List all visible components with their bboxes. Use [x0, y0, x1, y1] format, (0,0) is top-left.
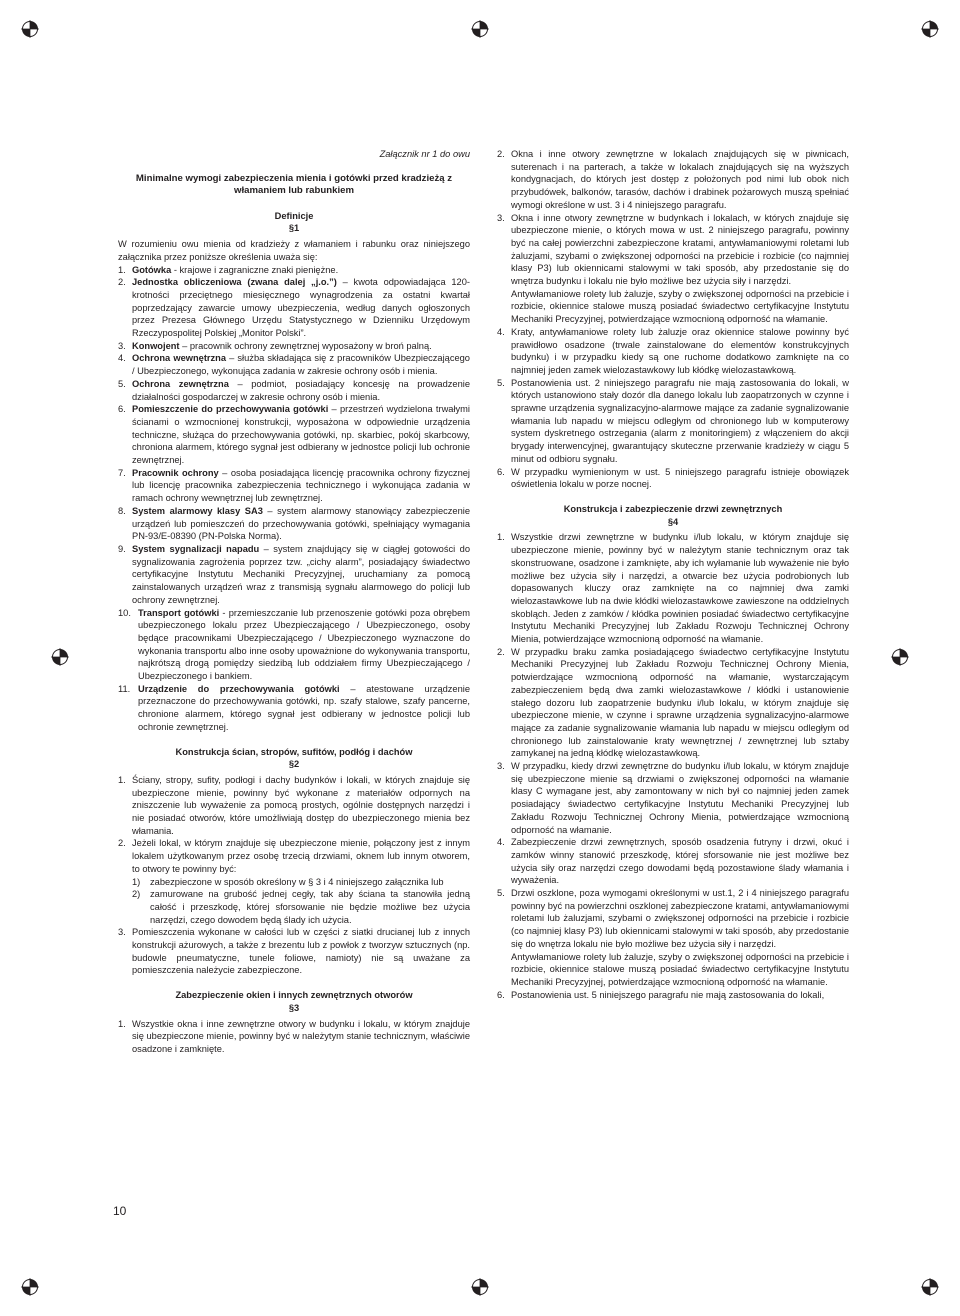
walls-list: [118, 774, 470, 876]
definition-term: Ochrona wewnętrzna: [132, 353, 227, 364]
registration-mark-bottom-center: [471, 1278, 489, 1296]
sub-list-item: 2) zamurowane na grubość jednej cegły, tak aby ściana ta stanowiła jedną całość i przeszkodę, której sforsowanie nie będzie możliwe bez użycia narzędzi, czego dowodem będą ślady ich użycia.: [132, 889, 470, 925]
registration-mark-top-left: [21, 20, 39, 38]
definition-item: 9. System sygnalizacji napadu – system znajdujący się w ciągłej gotowości do sygnalizowania zagrożenia poprzez tzw. „cichy alarm”, posiadający świadectwo certyfikacyjne Instytutu Mechaniki Precyzyjnej, uruchamiany za pomocą zainstalowanych urządzeń wraz z transmisją sygnału alarmowego do policji lub ochrony zewnętrznej.: [118, 543, 471, 605]
list-continuation: Antywłamaniowe rolety lub żaluzje, szyby o zwiększonej odporności na przebicie i rozbicie, okiennice stalowe muszą posiadać świadectwo certyfikacyjne Instytutu Mechaniki Precyzyjnej, potwierdzające wzmocnioną odporność na włamanie.: [511, 288, 849, 325]
page-number: 10: [113, 1204, 127, 1218]
definition-text: – osoba posiadająca licencję pracownika ochrony fizycznej lub licencję pracownika zabezpieczenia technicznego i wykonująca zadania w ramach ochrony wewnętrznej lub zewnętrznej.: [132, 467, 470, 504]
definition-term: Pracownik ochrony: [132, 467, 219, 478]
list-item: 2. Okna i inne otwory zewnętrzne w lokalach znajdujących się w piwnicach, suterenach i na parterach, a także w lokalach znajdujących się na wyższych kondygnacjach, do których jest dostęp z położonych pod nimi lub obok nich przybudówek, balkonów, tarasów, dachów i drabinek pożarowych muszą spełniać wymogi określone w ust. 3 i 4 niniejszego paragrafu.: [497, 149, 849, 210]
registration-mark-middle-left: [51, 648, 69, 666]
windows-list-continued: [497, 148, 849, 288]
section-definitions: [118, 210, 470, 734]
definition-term: Urządzenie do przechowywania gotówki: [138, 683, 340, 694]
list-item: 5. Postanowienia ust. 2 niniejszego paragrafu nie mają zastosowania do lokali, w których ustanowiono stały dozór dla danego lokalu lub zaopatrzonych w czynne i sprawne urządzenia sygnalizacyjno-alarmowe mające za zadanie sygnalizowanie włamania lub napadu w miejscu odległym od chronionego lub w komputerowy system dyskretnego ostrzegania (alarm z monitoringiem) z włączeniem do akcji brygady interwencyjnej, gwarantujący skuteczne przerwanie kradzieży w ciągu 5 minut od odbioru sygnału.: [497, 377, 849, 464]
definition-text: - krajowe i zagraniczne znaki pieniężne.: [171, 264, 339, 275]
list-item: 3. Pomieszczenia wykonane w całości lub w części z siatki drucianej lub z innych konstrukcji ażurowych, a także z brezentu lub z powłok z tworzyw sztucznych (np. budowle pneumatyczne, tunele foliowe, namioty) nie są uważane za pomieszczenia należycie zabezpieczone.: [118, 927, 470, 976]
list-item: 6. Postanowienia ust. 5 niniejszego paragrafu nie mają zastosowania do lokali,: [497, 989, 825, 1000]
walls-sublist: [118, 876, 470, 927]
registration-mark-top-right: [921, 20, 939, 38]
right-column: [497, 148, 849, 1001]
list-item: 2. Jeżeli lokal, w którym znajduje się ubezpieczone mienie, połączony jest z innym lokalem użytkowanym przez osobę trzecią drzwiami, oknem lub innym otworem, to otwory te powinny być:: [118, 838, 470, 874]
definition-item: 8. System alarmowy klasy SA3 – system alarmowy stanowiący zabezpieczenie urządzeń lub pomieszczeń do przechowywania gotówki, spełniający wymagania PN-93/E-08390 (PN-Polska Norma).: [118, 505, 470, 542]
definition-text: – podmiot, posiadający koncesję na prowadzenie działalności gospodarczej w zakresie ochrony osób i mienia.: [132, 378, 470, 402]
sub-list-item: 1) zabezpieczone w sposób określony w § 3 i 4 niniejszego załącznika lub: [132, 876, 444, 887]
section-doors: [497, 503, 849, 1001]
definition-term: Jednostka obliczeniowa (zwana dalej „j.o.”): [132, 277, 337, 288]
list-item: 4. Zabezpieczenie drzwi zewnętrznych, sposób osadzenia futryny i drzwi, okuć i zamków winny stanowić przeszkodę, której sforsowanie nie jest możliwe bez użycia siły oraz narzędzi czego dowodami będą pozostawione ślady włamania i wyważenia.: [497, 837, 849, 886]
definition-item: 4. Ochrona wewnętrzna – służba składająca się z pracowników Ubezpieczającego / Ubezpieczonego, wykonująca zadania w zakresie ochrony osób i mienia.: [118, 353, 470, 377]
list-item: 1. Wszystkie okna i inne zewnętrzne otwory w budynku i lokalu, w którym znajduje się ubezpieczone mienie, powinny być w należytym stanie technicznym, właściwie osadzone i zamknięte.: [118, 1018, 470, 1054]
section-title: Zabezpieczenie okien i innych zewnętrznych otworów: [175, 990, 413, 1001]
registration-mark-top-center: [471, 20, 489, 38]
definition-list: [118, 264, 470, 734]
definition-text: – atestowane urządzenie przeznaczone do przechowywania gotówki, np. szafy stalowe, szafy pancerne, chronione alarmem, którego sygnał jest odbierany w jednostce policji lub ochronie zewnętrznej.: [138, 683, 471, 732]
definition-text: – przestrzeń wydzielona trwałymi ścianami o wzmocnionej konstrukcji, wyposażona w odpowiednie urządzenia techniczne, służąca do przechowywania gotówki, np. skarbiec, pokój skarbcowy, chroniona alarmem, którego sygnał jest odbierany w jednostce policji lub ochronie zewnętrznej.: [132, 404, 470, 466]
definition-text: – służba składająca się z pracowników Ubezpieczającego / Ubezpieczonego, wykonująca zadania w zakresie ochrony osób i mienia.: [132, 353, 470, 377]
section-number: §2: [288, 759, 300, 770]
definition-item: 10. Transport gotówki - przemieszczanie lub przenoszenie gotówki poza obrębem ubezpieczonego lokalu przez Ubezpieczającego / Ubezpieczonego, osoby będące pracownikami Ubezpieczającego / Ubezpieczonego wyznaczone do wykonania transportu albo inne osoby upoważnione do wykonywania transportu, najkrótszą drogą pomiędzy siedzibą lub oddziałem firmy Ubezpieczającego / Ubezpieczonego i bankiem.: [118, 607, 471, 682]
definition-item: 6. Pomieszczenie do przechowywania gotówki – przestrzeń wydzielona trwałymi ścianami o wzmocnionej konstrukcji, wyposażona w odpowiednie urządzenia techniczne, służąca do przechowywania gotówki, np. skarbiec, pokój skarbcowy, chroniona alarmem, którego sygnał jest odbierany w jednostce policji lub ochronie zewnętrznej.: [118, 404, 470, 466]
list-item: 6. W przypadku wymienionym w ust. 5 niniejszego paragrafu istnieje obowiązek oświetlenia lokalu w porze nocnej.: [497, 466, 849, 490]
section-windows: [118, 989, 470, 1056]
definition-item: 11. Urządzenie do przechowywania gotówki – atestowane urządzenie przeznaczone do przechowywania gotówki, np. szafy stalowe, szafy pancerne, chronione alarmem, którego sygnał jest odbierany w jednostce policji lub ochronie zewnętrznej.: [118, 683, 471, 732]
doors-list: [497, 531, 849, 950]
definition-text: – system znajdujący się w ciągłej gotowości do sygnalizowania zagrożenia poprzez tzw. „cichy alarm”, posiadający świadectwo certyfikacyjne Instytutu Mechaniki Precyzyjnej, uruchamiany za pomocą zainstalowanych urządzeń wraz z transmisją sygnału alarmowego do policji lub ochrony zewnętrznej.: [132, 543, 471, 605]
definition-text: - przemieszczanie lub przenoszenie gotówki poza obrębem ubezpieczonego lokalu przez Ubezpieczającego / Ubezpieczonego, osoby będące pracownikami Ubezpieczającego / Ubezpieczonego wyznaczone do wykonania transportu albo inne osoby upoważnione do wykonywania transportu, najkrótszą drogą pomiędzy siedzibą lub oddziałem firmy Ubezpieczającego / Ubezpieczonego i bankiem.: [138, 607, 471, 682]
list-item: 1. Ściany, stropy, sufity, podłogi i dachy budynków i lokali, w których znajduje się ubezpieczone mienie, powinny być wykonane z materiałów odpornych na zniszczenie lub wyważenie za pomocą prostych, ogólnie dostępnych narzędzi i nie posiadać otworów, które umożliwiają dostęp do ubezpieczonego mienia bez włamania.: [118, 774, 470, 836]
document-title: Minimalne wymogi zabezpieczenia mienia i gotówki przed kradzieżą z włamaniem lub rabunkiem: [135, 172, 453, 197]
section-walls: [118, 746, 470, 978]
definition-term: Ochrona zewnętrzna: [132, 378, 229, 389]
list-item: 4. Kraty, antywłamaniowe rolety lub żaluzje oraz okiennice stalowe powinny być prawidłowo osadzone (trwale zainstalowane do elementów konstrukcyjnych budynku) i w przypadku kiedy są one ruchome dodatkowo zamknięte na co najmniej jeden zamek wielozastawkowy lub kłódkę wielozastawkową.: [497, 326, 849, 375]
definition-text: – kwota odpowiadająca 120-krotności przeciętnego miesięcznego wynagrodzenia za ostatni kwartał poprzedzający zawarcie umowy ubezpieczenia, według danych ogłoszonych przez Prezesa Głównego Urzędu Statystycznego w Dzienniku Urzędowym Rzeczypospolitej Polskiej „Monitor Polski”.: [132, 277, 470, 339]
registration-mark-middle-right: [891, 648, 909, 666]
section-number: §1: [288, 223, 300, 234]
section-number: §4: [667, 516, 679, 527]
definition-text: – system alarmowy stanowiący zabezpieczenie urządzeń lub pomieszczeń do przechowywania gotówki, spełniający wymagania PN-93/E-08390 (PN-Polska Norma).: [132, 505, 470, 542]
definition-term: Transport gotówki: [138, 607, 220, 618]
list-item: 2. W przypadku braku zamka posiadającego świadectwo certyfikacyjne Instytutu Mechaniki Precyzyjnej lub Zakładu Rozwoju Technicznej Ochrony Mienia, potwierdzające wzmocnioną odporność na włamanie, wystarczającym zabezpieczeniem będą dwa zamki wielozastawkowe / kłódki i ustanowienie stałego dozoru lub zaopatrzenie budynku i/lub lokalu, w którym znajduje się ubezpieczone mienie, w czynne i sprawne urządzenia sygnalizacyjno-alarmowe mające za zadanie sygnalizowanie włamania lub napadu w miejscu odległym od chronionego lub zainstalowanie kraty wewnętrznej / zewnętrznej lub sztaby zamykanej na jedną kłódkę wielozastawkową.: [497, 646, 849, 759]
definition-item: 1. Gotówka - krajowe i zagraniczne znaki pieniężne.: [118, 264, 339, 275]
definition-item: 3. Konwojent – pracownik ochrony zewnętrznej wyposażony w broń palną.: [118, 340, 432, 351]
list-item: 3. W przypadku, kiedy drzwi zewnętrzne do budynku i/lub lokalu, w którym znajduje się ubezpieczone mienie są drzwiami o zwiększonej odporności na włamanie klasy C wymagane jest, aby zamontowany w nich był co najmniej jeden zamek posiadający świadectwo certyfikacyjne Instytutu Mechaniki Precyzyjnej lub Zakładu Rozwoju Technicznej Ochrony Mienia, potwierdzające wzmocnioną odporność na włamanie.: [497, 761, 849, 835]
definition-item: 5. Ochrona zewnętrzna – podmiot, posiadający koncesję na prowadzenie działalności gospodarczej w zakresie ochrony osób i mienia.: [118, 378, 470, 402]
left-column: [118, 148, 470, 1056]
registration-mark-bottom-right: [921, 1278, 939, 1296]
list-continuation: Antywłamaniowe rolety lub żaluzje, szyby o zwiększonej odporności na przebicie i rozbicie, okiennice stalowe muszą posiadać świadectwo certyfikacyjne Instytutu Mechaniki Precyzyjnej, potwierdzające wzmocnioną odporność na włamanie.: [511, 951, 849, 987]
registration-mark-bottom-left: [21, 1278, 39, 1296]
definition-term: Gotówka: [132, 264, 172, 275]
definition-term: Pomieszczenie do przechowywania gotówki: [132, 404, 329, 415]
section-title: Konstrukcja i zabezpieczenie drzwi zewnętrznych: [563, 503, 783, 514]
definition-term: System alarmowy klasy SA3: [132, 505, 263, 516]
section-title: Definicje: [274, 210, 314, 221]
list-item: 3. Okna i inne otwory zewnętrzne w budynkach i lokalach, w których znajduje się ubezpieczone mienie, o których mowa w ust. 2 niniejszego paragrafu, powinny być na całej powierzchni zabezpieczone kratami, antywłamaniowymi roletami lub żaluzjami, szybami o zwiększonej odporności na przebicie i rozbicie (co najmniej klasy P3) lub okiennicami stalowymi w taki sposób, aby przedostanie się do wnętrza budynku i lokalu nie było możliwe bez użycia siły i narzędzi.: [497, 212, 849, 287]
definition-text: – pracownik ochrony zewnętrznej wyposażony w broń palną.: [179, 340, 432, 351]
definition-term: System sygnalizacji napadu: [132, 543, 260, 554]
annex-label: Załącznik nr 1 do owu: [379, 149, 470, 159]
definition-item: 7. Pracownik ochrony – osoba posiadająca licencję pracownika ochrony fizycznej lub licencję pracownika zabezpieczenia technicznego i wykonująca zadania w ramach ochrony wewnętrznej lub zewnętrznej.: [118, 467, 470, 504]
section-number: §3: [288, 1002, 300, 1013]
section-intro: W rozumieniu owu mienia od kradzieży z włamaniem i rabunku oraz niniejszego załącznika przez poniższe określenia uważa się:: [118, 239, 470, 262]
definition-item: 2. Jednostka obliczeniowa (zwana dalej „j.o.”) – kwota odpowiadająca 120-krotności przeciętnego miesięcznego wynagrodzenia za ostatni kwartał poprzedzający zawarcie umowy ubezpieczenia, według danych ogłoszonych przez Prezesa Głównego Urzędu Statystycznego w Dzienniku Urzędowym Rzeczypospolitej Polskiej „Monitor Polski”.: [118, 277, 470, 339]
list-item: 1. Wszystkie drzwi zewnętrzne w budynku i/lub lokalu, w którym znajduje się ubezpieczone mienie, powinny być w należytym stanie technicznym oraz tak skonstruowane, osadzone i zamknięte, aby ich wyłamanie lub wyważenie nie było możliwe bez użycia siły i narzędzi, a otwarcie bez użycia podrobionych lub dopasowanych kluczy oraz zamknięte na co najmniej dwa zamki wielozastawkowe lub na dwie kłódki wielozastawkowe zawieszone na oddzielnych skobląch. Jeden z zamków / kłódka powinien posiadać świadectwo certyfikacyjne Instytutu Mechaniki Precyzyjnej lub Zakładu Rozwoju Technicznej Ochrony Mienia, potwierdzające wzmocnioną odporność na włamanie.: [497, 532, 849, 645]
section-title: Konstrukcja ścian, stropów, sufitów, podłóg i dachów: [175, 746, 413, 757]
definition-term: Konwojent: [132, 340, 180, 351]
list-item: 5. Drzwi oszklone, poza wymogami określonymi w ust.1, 2 i 4 niniejszego paragrafu powinny być na powierzchni oszklonej zabezpieczone kratami, antywłamaniowymi roletami lub żaluzjami, szybami o zwiększonej odporności na przebicie i rozbicie (co najmniej klasy P3) lub okiennicami stalowymi w taki sposób, aby przedostanie się do wnętrza lokalu nie było możliwe bez użycia siły i narzędzi.: [497, 888, 849, 949]
